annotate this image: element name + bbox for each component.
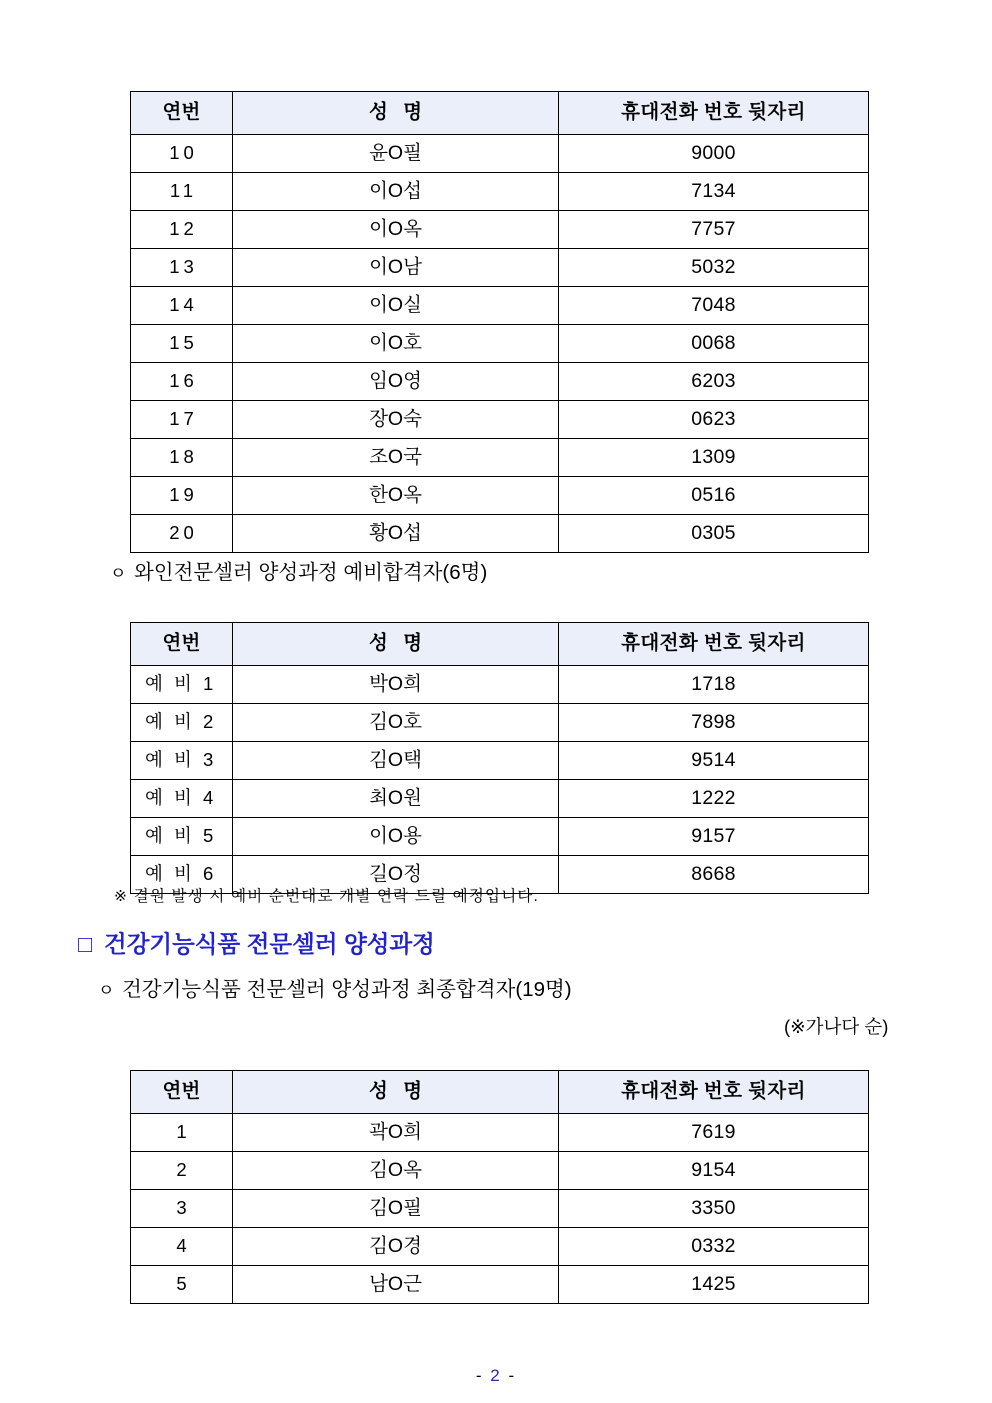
cell-phone: 8668: [559, 856, 869, 894]
column-header-no: 연번: [131, 623, 233, 666]
table-row: [131, 1152, 869, 1190]
wine-reserve-heading: [110, 561, 487, 586]
cell-phone: 5032: [559, 249, 869, 287]
cell-no: 15: [131, 325, 233, 363]
cell-phone: 6203: [559, 363, 869, 401]
cell-no: 10: [131, 135, 233, 173]
cell-phone: 7048: [559, 287, 869, 325]
cell-name: 김O택: [233, 742, 559, 780]
cell-no: 예 비 6: [131, 856, 233, 894]
cell-name: 곽O희: [233, 1114, 559, 1152]
cell-name: 황O섭: [233, 515, 559, 553]
table-row: [131, 363, 869, 401]
wine-reserve-heading-text: 와인전문셀러 양성과정 예비합격자(6명): [134, 561, 488, 584]
cell-no: 16: [131, 363, 233, 401]
circle-bullet-icon: ㅇ: [98, 981, 115, 1000]
table-row: [131, 818, 869, 856]
reserve-note: ※ 결원 발생 시 예비 순번대로 개별 연락 드릴 예정입니다.: [114, 888, 540, 905]
wine-final-roster-table: [130, 91, 869, 553]
health-final-heading-text: 건강기능식품 전문셀러 양성과정 최종합격자(19명): [122, 978, 572, 1001]
column-header-phone: 휴대전화 번호 뒷자리: [559, 1071, 869, 1114]
cell-name: 임O영: [233, 363, 559, 401]
square-bullet-icon: □: [78, 931, 93, 957]
cell-no: 예 비 4: [131, 780, 233, 818]
cell-phone: 0332: [559, 1228, 869, 1266]
table-row: [131, 173, 869, 211]
table-row: [131, 780, 869, 818]
table-row: [131, 439, 869, 477]
cell-phone: 0516: [559, 477, 869, 515]
column-header-name: 성 명: [233, 92, 559, 135]
cell-phone: 9154: [559, 1152, 869, 1190]
cell-no: 14: [131, 287, 233, 325]
cell-phone: 7619: [559, 1114, 869, 1152]
cell-no: 5: [131, 1266, 233, 1304]
table-row: [131, 515, 869, 553]
table-row: [131, 1228, 869, 1266]
cell-name: 김O옥: [233, 1152, 559, 1190]
cell-phone: 0623: [559, 401, 869, 439]
cell-no: 13: [131, 249, 233, 287]
cell-no: 4: [131, 1228, 233, 1266]
cell-phone: 9157: [559, 818, 869, 856]
column-header-phone: 휴대전화 번호 뒷자리: [559, 92, 869, 135]
cell-name: 이O호: [233, 325, 559, 363]
cell-name: 이O실: [233, 287, 559, 325]
page-number: [0, 1366, 992, 1386]
table-row: [131, 401, 869, 439]
table-row: [131, 704, 869, 742]
page-number-text: - 2 -: [475, 1366, 517, 1385]
cell-phone: 1309: [559, 439, 869, 477]
cell-no: 2: [131, 1152, 233, 1190]
cell-phone: 0068: [559, 325, 869, 363]
column-header-no: 연번: [131, 92, 233, 135]
wine-reserve-roster-table: [130, 622, 869, 894]
alphabetical-order-note: (※가나다 순): [784, 1016, 889, 1037]
cell-no: 예 비 3: [131, 742, 233, 780]
cell-phone: 7134: [559, 173, 869, 211]
cell-no: 예 비 1: [131, 666, 233, 704]
cell-no: 19: [131, 477, 233, 515]
cell-name: 김O필: [233, 1190, 559, 1228]
wine-final-table-body: [131, 135, 869, 553]
cell-name: 김O호: [233, 704, 559, 742]
cell-phone: 1718: [559, 666, 869, 704]
cell-name: 김O경: [233, 1228, 559, 1266]
table-row: [131, 742, 869, 780]
cell-name: 이O옥: [233, 211, 559, 249]
cell-no: 예 비 2: [131, 704, 233, 742]
cell-no: 20: [131, 515, 233, 553]
table-row: [131, 1190, 869, 1228]
cell-name: 길O정: [233, 856, 559, 894]
page-number-digit: 2: [490, 1366, 502, 1385]
cell-no: 17: [131, 401, 233, 439]
cell-name: 남O근: [233, 1266, 559, 1304]
health-final-heading: [98, 978, 572, 1003]
column-header-phone: 휴대전화 번호 뒷자리: [559, 623, 869, 666]
health-final-roster-table: [130, 1070, 869, 1304]
cell-name: 이O남: [233, 249, 559, 287]
cell-name: 최O원: [233, 780, 559, 818]
circle-bullet-icon: ㅇ: [110, 564, 127, 583]
cell-no: 12: [131, 211, 233, 249]
cell-name: 이O용: [233, 818, 559, 856]
cell-no: 18: [131, 439, 233, 477]
cell-no: 11: [131, 173, 233, 211]
cell-name: 윤O필: [233, 135, 559, 173]
cell-phone: 9514: [559, 742, 869, 780]
cell-phone: 7898: [559, 704, 869, 742]
cell-phone: 7757: [559, 211, 869, 249]
health-final-table-body: [131, 1114, 869, 1304]
table-row: [131, 287, 869, 325]
column-header-name: 성 명: [233, 623, 559, 666]
column-header-name: 성 명: [233, 1071, 559, 1114]
table-header-row: [131, 623, 869, 666]
table-header-row: [131, 1071, 869, 1114]
table-row: [131, 325, 869, 363]
table-header-row: [131, 92, 869, 135]
table-row: [131, 666, 869, 704]
cell-no: 1: [131, 1114, 233, 1152]
cell-name: 박O희: [233, 666, 559, 704]
cell-phone: 0305: [559, 515, 869, 553]
cell-phone: 1425: [559, 1266, 869, 1304]
cell-phone: 3350: [559, 1190, 869, 1228]
cell-name: 장O숙: [233, 401, 559, 439]
cell-no: 예 비 5: [131, 818, 233, 856]
table-row: [131, 211, 869, 249]
column-header-no: 연번: [131, 1071, 233, 1114]
table-row: [131, 477, 869, 515]
cell-phone: 1222: [559, 780, 869, 818]
table-row: [131, 1266, 869, 1304]
table-row: [131, 1114, 869, 1152]
cell-no: 3: [131, 1190, 233, 1228]
wine-reserve-table-body: [131, 666, 869, 894]
health-course-section-heading: [78, 930, 435, 958]
cell-name: 조O국: [233, 439, 559, 477]
health-course-section-heading-text: 건강기능식품 전문셀러 양성과정: [104, 931, 435, 957]
cell-name: 한O옥: [233, 477, 559, 515]
cell-name: 이O섭: [233, 173, 559, 211]
table-row: [131, 249, 869, 287]
cell-phone: 9000: [559, 135, 869, 173]
table-row: [131, 135, 869, 173]
